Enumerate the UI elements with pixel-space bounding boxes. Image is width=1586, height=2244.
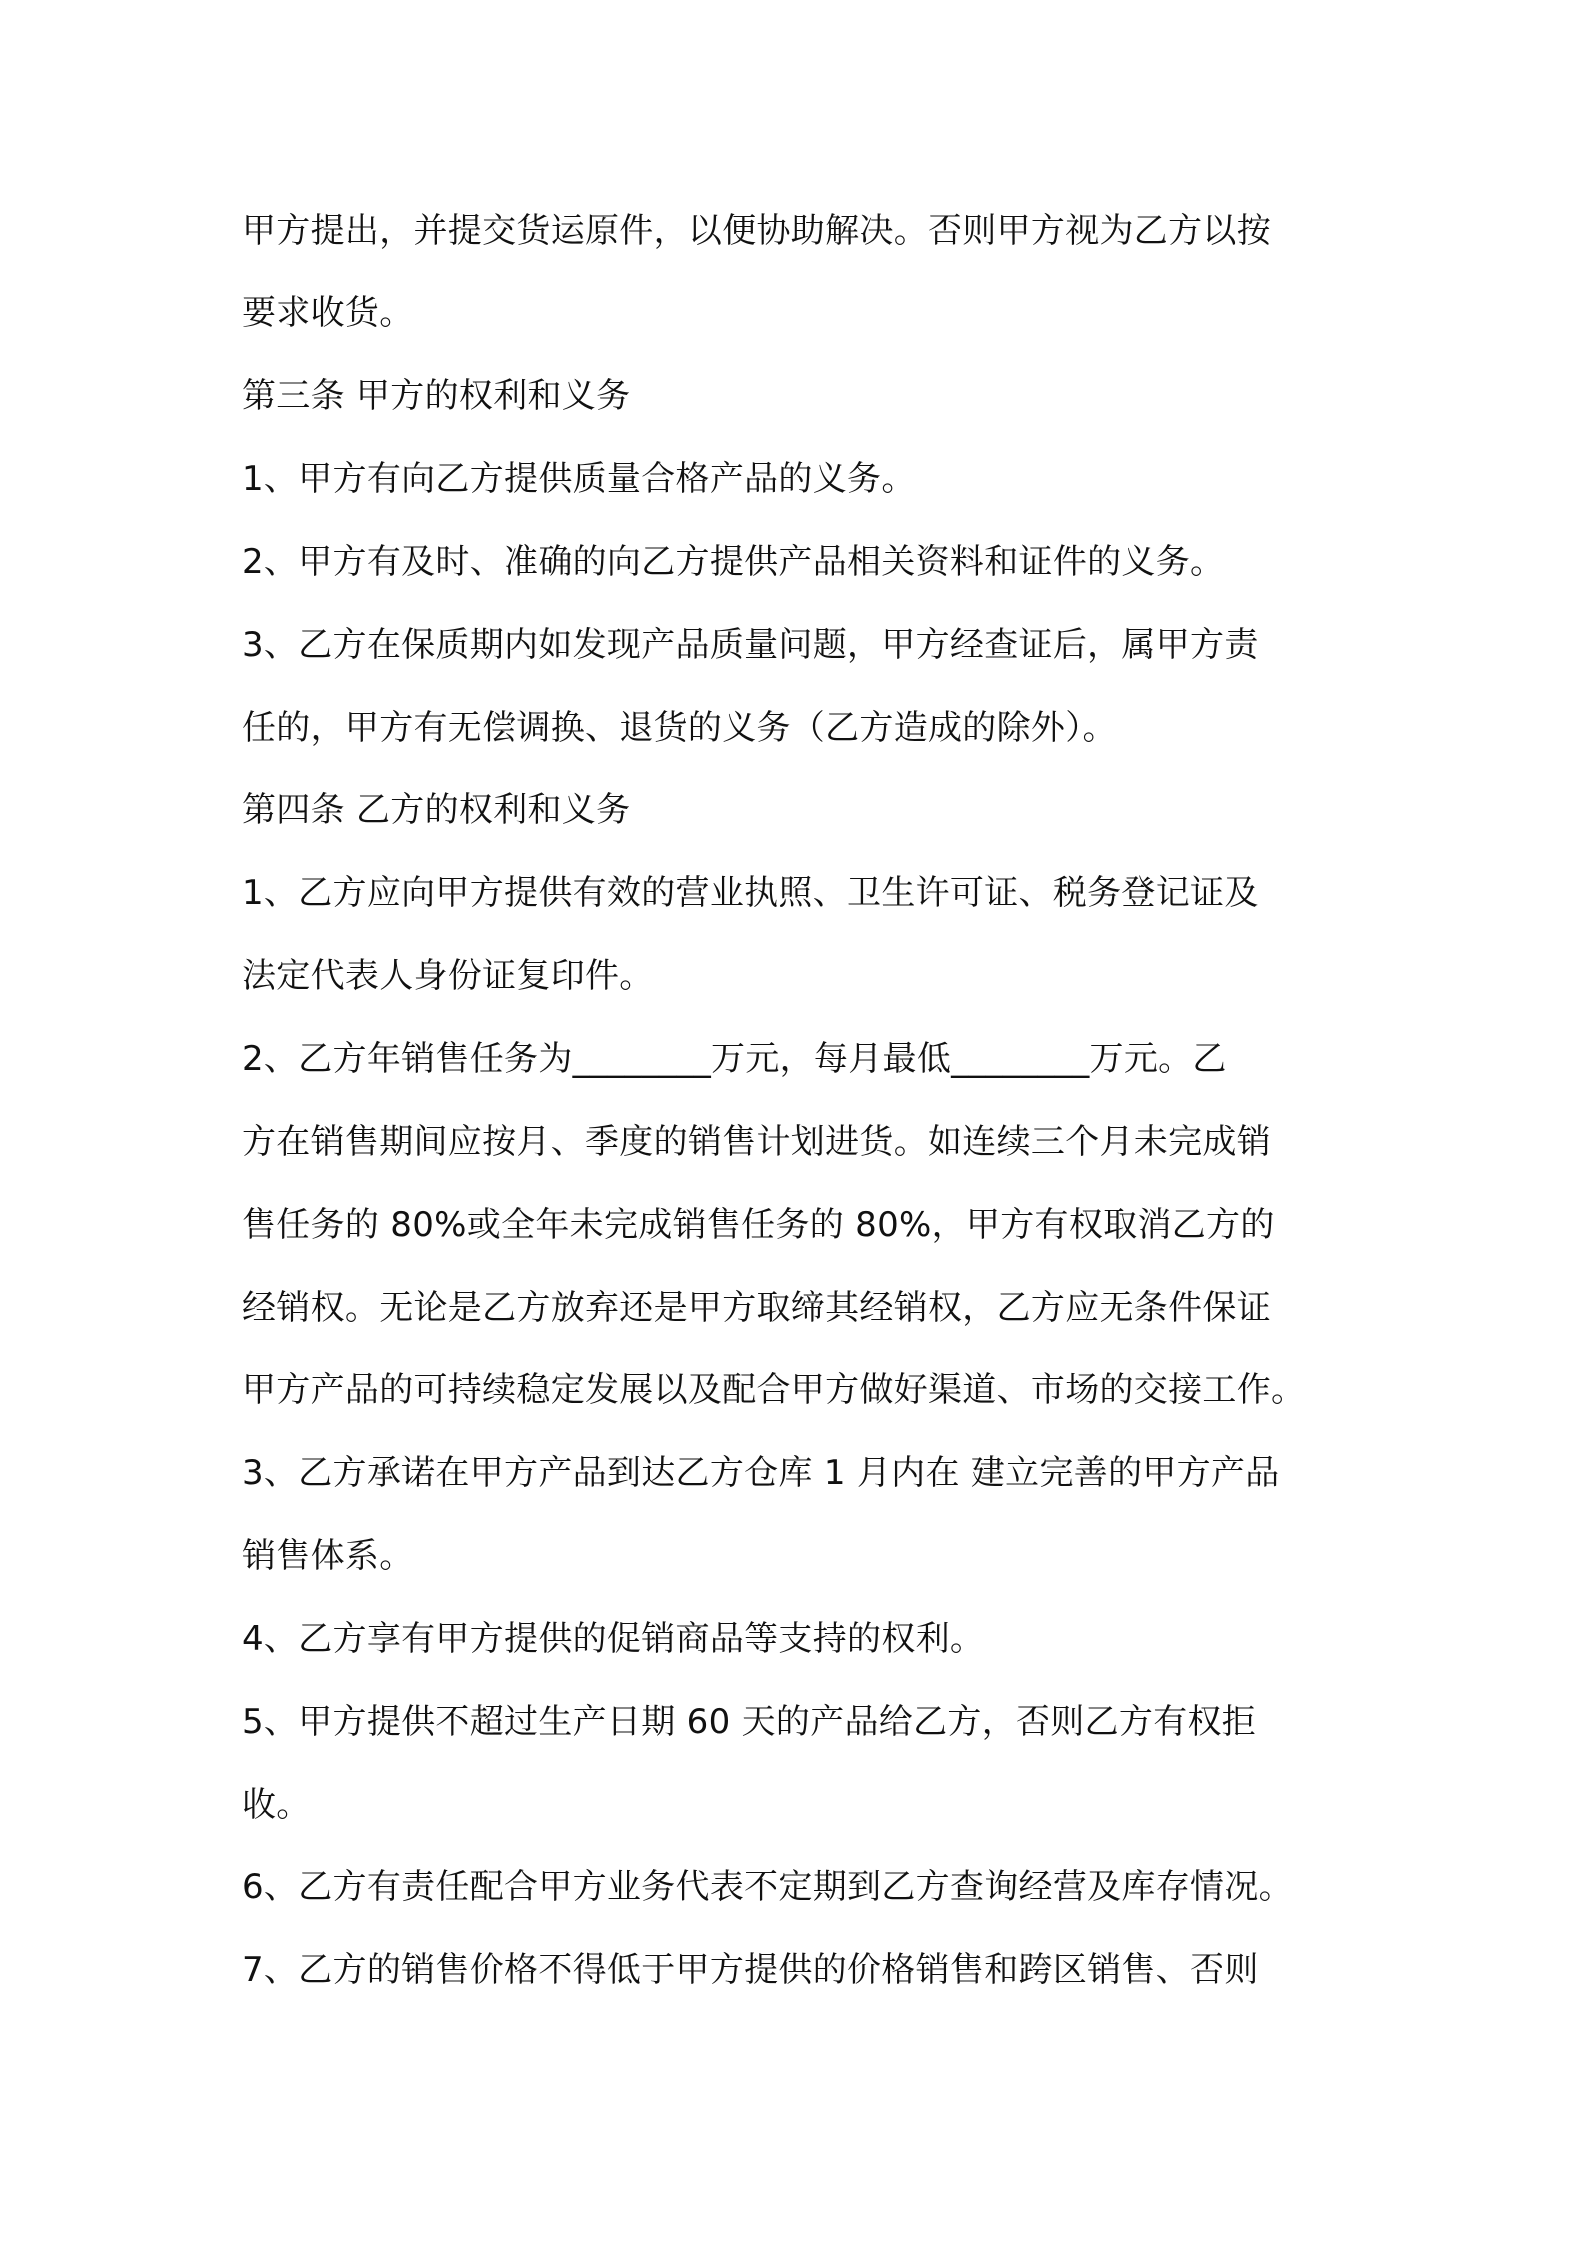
text-line: 2、甲方有及时、准确的向乙方提供产品相关资料和证件的义务。 <box>242 542 1225 582</box>
text-line: 1、乙方应向甲方提供有效的营业执照、卫生许可证、税务登记证及 <box>242 873 1259 913</box>
text-line: 5、甲方提供不超过生产日期 60 天的产品给乙方，否则乙方有权拒 <box>242 1702 1257 1742</box>
text-line: 任的，甲方有无偿调换、退货的义务（乙方造成的除外）。 <box>242 708 1117 748</box>
text-line: 方在销售期间应按月、季度的销售计划进货。如连续三个月未完成销 <box>242 1122 1271 1162</box>
text-line: 甲方提出，并提交货运原件，以便协助解决。否则甲方视为乙方以按 <box>242 211 1271 251</box>
text-line: 3、乙方在保质期内如发现产品质量问题，甲方经查证后，属甲方责 <box>242 625 1259 665</box>
text-line: 收。 <box>242 1785 311 1825</box>
text-line: 4、乙方享有甲方提供的促销商品等支持的权利。 <box>242 1619 985 1659</box>
text-line: 1、甲方有向乙方提供质量合格产品的义务。 <box>242 459 916 499</box>
section-heading: 第三条 甲方的权利和义务 <box>242 376 631 416</box>
section-heading: 第四条 乙方的权利和义务 <box>242 790 631 830</box>
text-line: 售任务的 80%或全年未完成销售任务的 80%，甲方有权取消乙方的 <box>242 1205 1275 1245</box>
text-line: 甲方产品的可持续稳定发展以及配合甲方做好渠道、市场的交接工作。 <box>242 1370 1306 1410</box>
text-line: 销售体系。 <box>242 1536 414 1576</box>
text-line: 3、乙方承诺在甲方产品到达乙方仓库 1 月内在 建立完善的甲方产品 <box>242 1453 1280 1493</box>
text-line: 法定代表人身份证复印件。 <box>242 956 654 996</box>
text-line: 7、乙方的销售价格不得低于甲方提供的价格销售和跨区销售、否则 <box>242 1950 1259 1990</box>
text-line: 经销权。无论是乙方放弃还是甲方取缔其经销权，乙方应无条件保证 <box>242 1288 1271 1328</box>
text-line: 2、乙方年销售任务为________万元，每月最低________万元。乙 <box>242 1039 1227 1079</box>
text-line: 6、乙方有责任配合甲方业务代表不定期到乙方查询经营及库存情况。 <box>242 1867 1293 1907</box>
text-line: 要求收货。 <box>242 293 414 333</box>
